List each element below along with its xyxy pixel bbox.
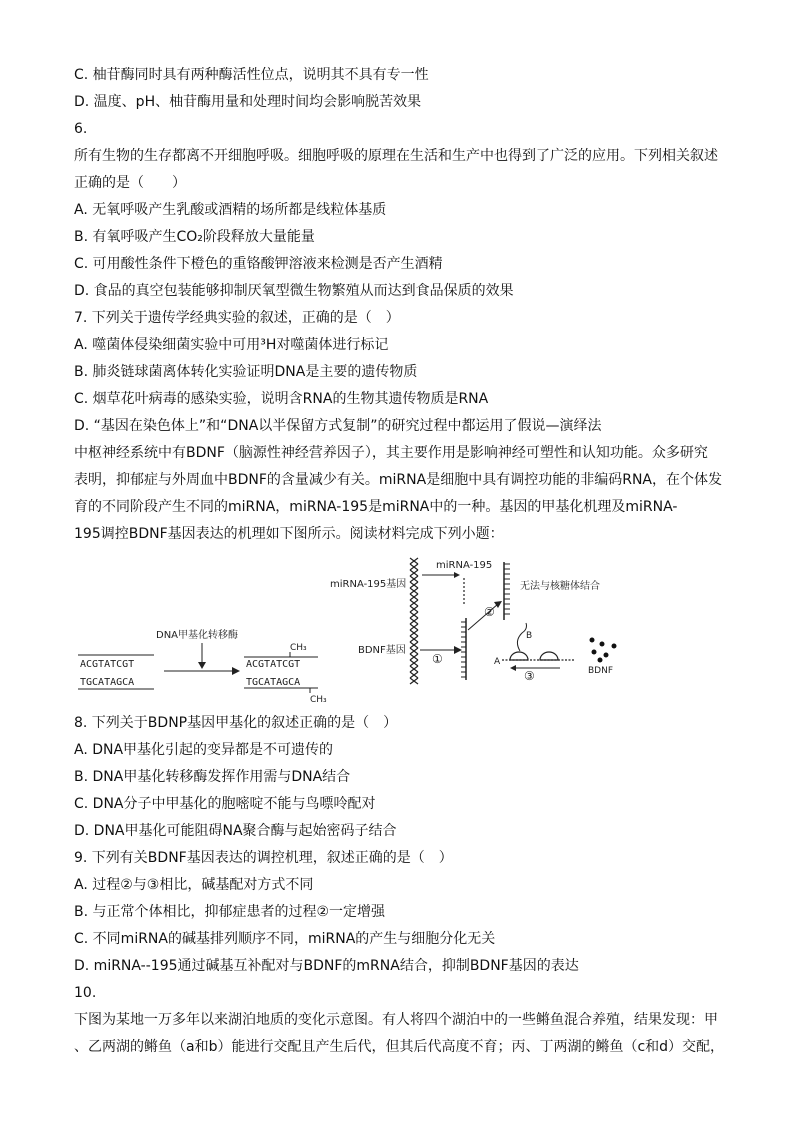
text-line: C. 烟草花叶病毒的感染实验，说明含RNA的生物其遗传物质是RNA xyxy=(74,391,489,407)
text-line: 所有生物的生存都离不开细胞呼吸。细胞呼吸的原理在生活和生产中也得到了广泛的应用。下列相关叙述 xyxy=(74,148,718,164)
methyl-top: CH₃ xyxy=(290,643,307,653)
text-line: 10. xyxy=(74,985,97,1001)
text-line: A. 无氧呼吸产生乳酸或酒精的场所都是线粒体基质 xyxy=(74,202,387,218)
label-b: B xyxy=(526,631,533,641)
text-line: D. 食品的真空包装能够抑制厌氧型微生物繁殖从而达到食品保质的效果 xyxy=(74,283,514,299)
step1-arrowhead xyxy=(454,646,462,654)
bdnf-gene-helix xyxy=(410,618,418,684)
enzyme-label: DNA甲基化转移酶 xyxy=(156,630,239,641)
bdnf-gene-label: BDNF基因 xyxy=(358,645,406,656)
text-line: 、乙两湖的鳉鱼（a和b）能进行交配且产生后代，但其后代高度不育；丙、丁两湖的鳉鱼（c和d）交配， xyxy=(74,1039,725,1055)
left-strand-bottom: TGCATAGCA xyxy=(80,677,135,688)
bdnf-product-label: BDNF xyxy=(588,666,614,676)
mirna-gene-helix xyxy=(410,558,418,618)
text-line: D. miRNA--195通过碱基互补配对与BDNF的mRNA结合，抑制BDNF基因的表达 xyxy=(74,958,579,974)
text-line: 正确的是（ ） xyxy=(74,175,186,191)
text-line: C. 柚苷酶同时具有两种酶活性位点，说明其不具有专一性 xyxy=(74,67,429,83)
text-line: D. 温度、pH、柚苷酶用量和处理时间均会影响脱苦效果 xyxy=(74,94,422,110)
ribosome-2 xyxy=(540,652,558,660)
text-line: B. 肺炎链球菌离体转化实验证明DNA是主要的遗传物质 xyxy=(74,364,418,380)
label-a: A xyxy=(494,657,501,667)
text-line: 9. 下列有关BDNF基因表达的调控机理，叙述正确的是（ ） xyxy=(74,850,453,866)
text-line: A. 噬菌体侵染细菌实验中可用³H对噬菌体进行标记 xyxy=(74,337,389,353)
text-line: 6. xyxy=(74,121,88,137)
left-strand-top: ACGTATCGT xyxy=(80,659,135,670)
step3-label: ③ xyxy=(524,669,535,683)
text-line: 中枢神经系统中有BDNF（脑源性神经营养因子），其主要作用是影响神经可塑性和认知功能。众多研究 xyxy=(74,445,708,461)
text-line: A. 过程②与③相比，碱基配对方式不同 xyxy=(74,877,314,893)
step1-label: ① xyxy=(432,652,443,666)
text-line: B. 与正常个体相比，抑郁症患者的过程②一定增强 xyxy=(74,904,386,920)
text-line: B. DNA甲基化转移酶发挥作用需与DNA结合 xyxy=(74,769,351,785)
text-line: D. DNA甲基化可能阻碍NA聚合酶与起始密码子结合 xyxy=(74,823,397,839)
complex-teeth xyxy=(504,564,510,614)
text-line: D. “基因在染色体上”和“DNA以半保留方式复制”的研究过程中都运用了假说—演绎法 xyxy=(74,418,602,434)
mirna-arrowhead xyxy=(454,572,460,578)
bdnf-protein-dots xyxy=(590,638,617,663)
text-line: 表明，抑郁症与外周血中BDNF的含量减少有关。miRNA是细胞中具有调控功能的非编码RNA，在个体发 xyxy=(74,472,722,488)
no-binding-label: 无法与核糖体结合 xyxy=(520,581,600,592)
mirna-label: miRNA-195 xyxy=(436,560,493,571)
methyl-bottom: CH₃ xyxy=(310,695,327,705)
text-line: 7. 下列关于遗传学经典实验的叙述，正确的是（ ） xyxy=(74,310,400,326)
text-line: C. DNA分子中甲基化的胞嘧啶不能与鸟嘌呤配对 xyxy=(74,796,376,812)
bdnf-regulation-figure xyxy=(74,556,734,706)
text-line: A. DNA甲基化引起的变异都是不可遗传的 xyxy=(74,742,334,758)
mirna-gene-label: miRNA-195基因 xyxy=(330,579,407,590)
text-line: 育的不同阶段产生不同的miRNA，miRNA-195是miRNA中的一种。基因的甲基化机理及miRNA- xyxy=(74,499,678,515)
right-strand-top: ACGTATCGT xyxy=(246,659,301,670)
step2-label: ② xyxy=(484,605,495,619)
text-line: 下图为某地一万多年以来湖泊地质的变化示意图。有人将四个湖泊中的一些鳉鱼混合养殖，结果发现：甲 xyxy=(74,1012,718,1028)
text-line: C. 不同miRNA的碱基排列顺序不同，miRNA的产生与细胞分化无关 xyxy=(74,931,496,947)
text-line: B. 有氧呼吸产生CO₂阶段释放大量能量 xyxy=(74,229,315,245)
methyl-arrowhead xyxy=(232,667,240,675)
text-line: 195调控BDNF基因表达的机理如下图所示。阅读材料完成下列小题： xyxy=(74,526,504,542)
right-strand-bottom: TGCATAGCA xyxy=(246,677,301,688)
step3-arrowhead xyxy=(510,665,516,671)
enzyme-arrowhead xyxy=(198,662,206,669)
text-line: C. 可用酸性条件下橙色的重铬酸钾溶液来检测是否产生酒精 xyxy=(74,256,443,272)
text-line: 8. 下列关于BDNP基因甲基化的叙述正确的是（ ） xyxy=(74,715,398,731)
ribosome-1 xyxy=(510,652,528,660)
